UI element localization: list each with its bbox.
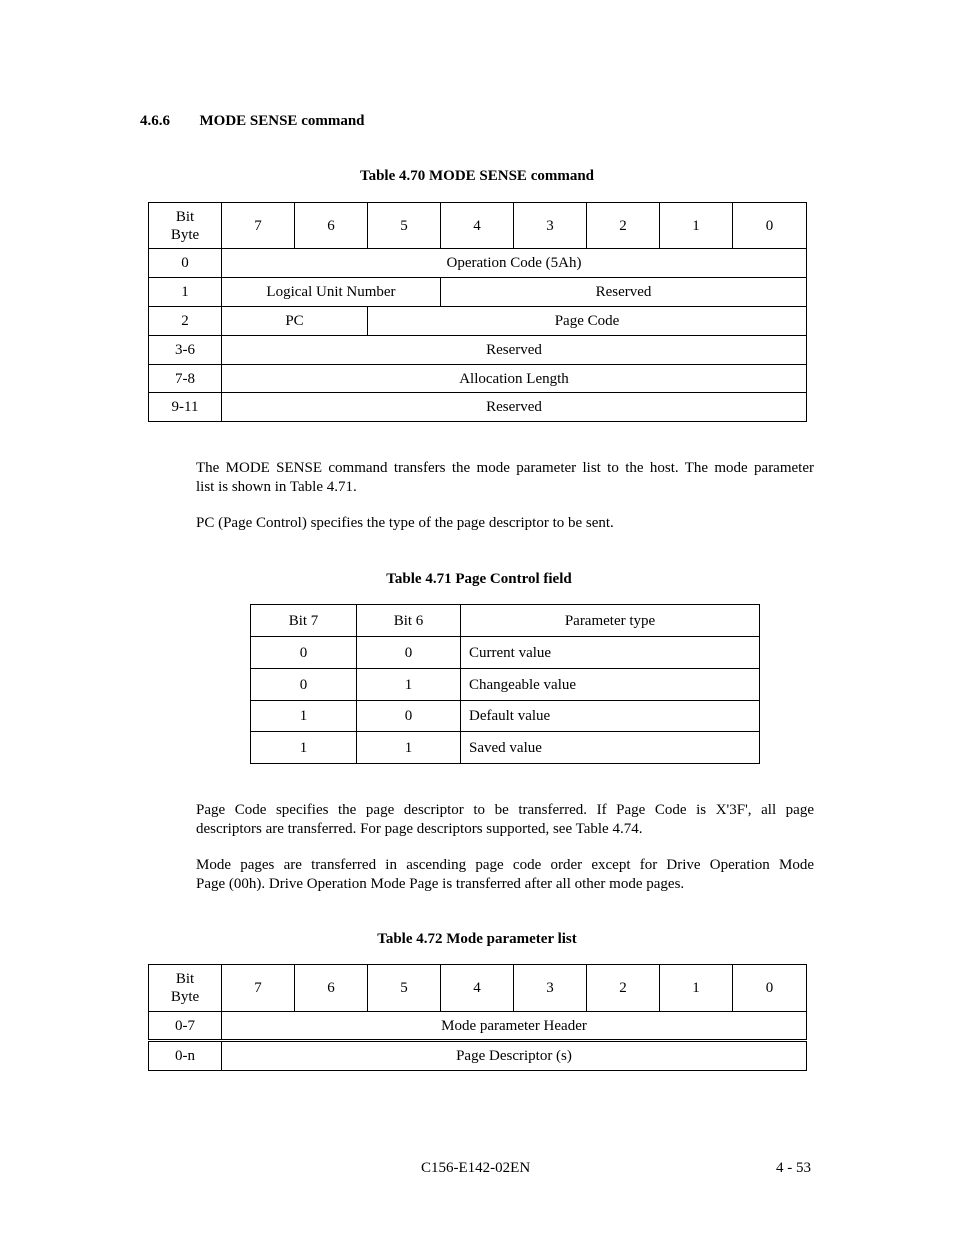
paragraph-mode-sense-description — [196, 459, 814, 496]
byte-cell: 0-7 — [149, 1012, 222, 1041]
bit-6-cell: 0 — [357, 701, 461, 732]
paragraph-line: list is shown in Table 4.71. — [196, 478, 357, 495]
bit-6-header: 6 — [295, 965, 368, 1012]
bit-7-header: Bit 7 — [251, 605, 357, 637]
table-row — [149, 365, 807, 393]
paragraph-line: Page (00h). Drive Operation Mode Page is transferred after all other mode pages. — [196, 875, 685, 892]
byte-cell: 0-n — [149, 1041, 222, 1071]
lun-cell: Logical Unit Number — [222, 278, 441, 307]
table-row — [251, 637, 760, 669]
bit-7-cell: 0 — [251, 637, 357, 669]
field-cell: Reserved — [222, 393, 807, 422]
parameter-type-header: Parameter type — [461, 605, 760, 637]
pc-cell: PC — [222, 307, 368, 336]
bit-byte-header-cell — [149, 203, 222, 249]
field-cell: Operation Code (5Ah) — [222, 249, 807, 278]
paragraph-line: descriptors are transferred. For page descriptors supported, see Table 4.74. — [196, 820, 643, 837]
bit-6-header: Bit 6 — [357, 605, 461, 637]
bit-7-header: 7 — [222, 965, 295, 1012]
paragraph-mode-pages-order — [196, 856, 814, 893]
bit-4-header: 4 — [441, 965, 514, 1012]
section-title: MODE SENSE command — [199, 113, 365, 129]
mode-parameter-list-table — [148, 964, 807, 1071]
document-id: C156-E142-02EN — [421, 1160, 531, 1176]
byte-cell: 3-6 — [149, 336, 222, 365]
field-cell: Reserved — [222, 336, 807, 365]
section-heading — [140, 113, 365, 130]
table-4-70-caption: Table 4.70 MODE SENSE command — [359, 168, 595, 184]
table-row — [251, 669, 760, 701]
table-row — [149, 1041, 807, 1071]
bit-6-cell: 1 — [357, 669, 461, 701]
paragraph-line: Page Code specifies the page descriptor to be transferred. If Page Code is X'3F', all page — [196, 802, 814, 818]
bit-3-header: 3 — [514, 203, 587, 249]
bit-byte-header-cell — [149, 965, 222, 1012]
bit-3-header: 3 — [514, 965, 587, 1012]
page-control-field-table — [250, 604, 760, 764]
bit-0-header: 0 — [733, 203, 807, 249]
table-4-71-caption: Table 4.71 Page Control field — [386, 571, 572, 587]
bit-2-header: 2 — [587, 203, 660, 249]
table-header-row — [251, 605, 760, 637]
field-cell: Page Descriptor (s) — [222, 1041, 807, 1071]
table-row — [149, 278, 807, 307]
bit-7-cell: 1 — [251, 701, 357, 732]
bit-6-cell: 0 — [357, 637, 461, 669]
byte-cell: 1 — [149, 278, 222, 307]
table-header-row — [149, 203, 807, 249]
table-row — [251, 732, 760, 764]
table-row — [149, 336, 807, 365]
bit-6-header: 6 — [295, 203, 368, 249]
bit-7-header: 7 — [222, 203, 295, 249]
byte-label: Byte — [170, 989, 200, 1005]
bit-1-header: 1 — [660, 203, 733, 249]
byte-label: Byte — [170, 226, 200, 243]
section-number: 4.6.6 — [140, 113, 170, 129]
parameter-type-cell: Default value — [461, 701, 760, 732]
paragraph-line: Mode pages are transferred in ascending page code order except for Drive Operation Mode — [196, 857, 814, 873]
table-4-72-caption: Table 4.72 Mode parameter list — [377, 931, 577, 947]
table-row — [149, 249, 807, 278]
bit-6-cell: 1 — [357, 732, 461, 764]
bit-7-cell: 0 — [251, 669, 357, 701]
parameter-type-cell: Changeable value — [461, 669, 760, 701]
page-code-cell: Page Code — [368, 307, 807, 336]
page-number: 4 - 53 — [776, 1160, 811, 1176]
table-row — [251, 701, 760, 732]
bit-2-header: 2 — [587, 965, 660, 1012]
reserved-cell: Reserved — [441, 278, 807, 307]
byte-cell: 2 — [149, 307, 222, 336]
paragraph-page-code-description — [196, 801, 814, 838]
table-row — [149, 307, 807, 336]
bit-label: Bit — [175, 971, 195, 987]
bit-label: Bit — [175, 208, 195, 225]
field-cell: Allocation Length — [222, 365, 807, 393]
parameter-type-cell: Current value — [461, 637, 760, 669]
table-row — [149, 393, 807, 422]
byte-cell: 7-8 — [149, 365, 222, 393]
paragraph-pc-description: PC (Page Control) specifies the type of the page descriptor to be sent. — [196, 515, 614, 531]
bit-5-header: 5 — [368, 203, 441, 249]
bit-7-cell: 1 — [251, 732, 357, 764]
bit-4-header: 4 — [441, 203, 514, 249]
paragraph-line: The MODE SENSE command transfers the mode parameter list to the host. The mode parameter — [196, 460, 814, 476]
table-header-row — [149, 965, 807, 1012]
bit-1-header: 1 — [660, 965, 733, 1012]
field-cell: Mode parameter Header — [222, 1012, 807, 1041]
byte-cell: 9-11 — [149, 393, 222, 422]
byte-cell: 0 — [149, 249, 222, 278]
table-row — [149, 1012, 807, 1041]
bit-5-header: 5 — [368, 965, 441, 1012]
mode-sense-command-table — [148, 202, 807, 422]
parameter-type-cell: Saved value — [461, 732, 760, 764]
bit-0-header: 0 — [733, 965, 807, 1012]
